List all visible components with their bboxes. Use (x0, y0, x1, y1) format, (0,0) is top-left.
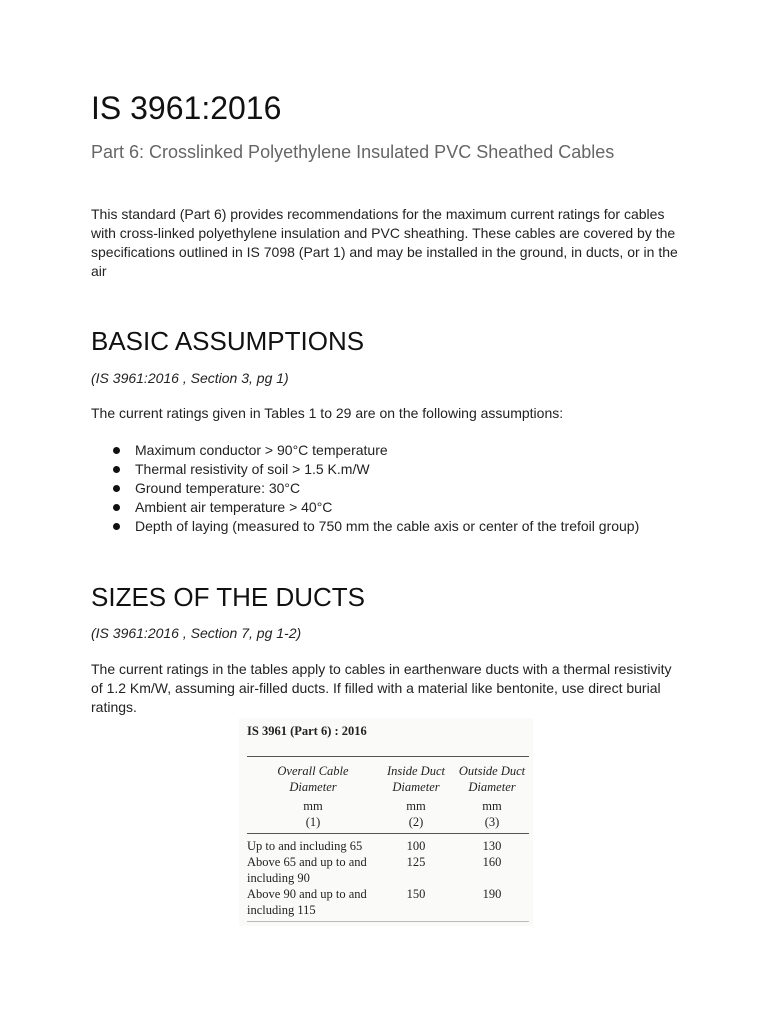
header-line: Diameter (392, 780, 440, 794)
bullet-icon (113, 504, 120, 511)
list-item (91, 479, 639, 498)
table-cell-outside: 190 (482, 887, 502, 901)
document-title: IS 3961:2016 (91, 90, 282, 126)
basic-assumptions-reference: (IS 3961:2016 , Section 3, pg 1) (91, 370, 289, 386)
header-unit: mm (482, 799, 502, 813)
duct-sizes-paragraph: The current ratings in the tables apply to cables in earthenware ducts with a thermal resistivity of 1.2 Km/W, assuming air-filled ducts. If filled with a material like bentonite, use direct burial ratings. (91, 661, 672, 715)
list-item (91, 517, 639, 536)
table-cell-inside: 100 (406, 839, 426, 853)
table-cell-size: Up to and including 65 (247, 839, 363, 853)
table-unit-2 (381, 798, 451, 830)
table-unit-3 (453, 798, 531, 830)
table-cell-outside: 130 (482, 839, 502, 853)
table-top-rule (247, 756, 529, 757)
list-item (91, 498, 639, 517)
header-line: Overall Cable (277, 764, 349, 778)
header-line: Outside Duct (458, 764, 526, 778)
intro-paragraph: This standard (Part 6) provides recommendations for the maximum current ratings for cables with cross-linked polyethylene insulation and PVC sheathing. These cables are covered by the specifications outlined in IS 7098 (Part 1) and may be installed in the ground, in ducts, or in the air (91, 206, 678, 279)
header-unit: mm (406, 799, 426, 813)
table-bottom-rule (247, 921, 529, 922)
header-number: (2) (408, 815, 424, 829)
table-unit-1 (247, 798, 379, 830)
basic-assumptions-heading: BASIC ASSUMPTIONS (91, 326, 365, 356)
assumptions-list (91, 441, 639, 536)
table-cell-inside: 150 (406, 887, 426, 901)
document-subtitle: Part 6: Crosslinked Polyethylene Insulated PVC Sheathed Cables (91, 142, 615, 162)
list-item-text: Depth of laying (measured to 750 mm the cable axis or center of the trefoil group) (135, 518, 640, 534)
table-header-rule (247, 833, 529, 834)
table-header-2 (381, 763, 451, 795)
header-number: (1) (305, 815, 321, 829)
header-number: (3) (484, 815, 500, 829)
list-item (91, 460, 639, 479)
header-line: Inside Duct (387, 764, 445, 778)
table-header-3 (453, 763, 531, 795)
bullet-icon (113, 485, 120, 492)
table-cell-size: Above 65 and up to and including 90 (247, 855, 367, 885)
list-item-text: Thermal resistivity of soil > 1.5 K.m/W (135, 461, 370, 477)
table-cell-inside: 125 (406, 855, 426, 869)
header-line: Diameter (289, 780, 337, 794)
duct-size-table-image (239, 718, 533, 926)
list-item-text: Maximum conductor > 90°C temperature (135, 442, 388, 458)
list-item-text: Ground temperature: 30°C (135, 480, 301, 496)
bullet-icon (113, 466, 120, 473)
duct-sizes-heading: SIZES OF THE DUCTS (91, 582, 365, 612)
list-item-text: Ambient air temperature > 40°C (135, 499, 333, 515)
basic-assumptions-lead: The current ratings given in Tables 1 to 29 are on the following assumptions: (91, 405, 564, 421)
list-item (91, 441, 639, 460)
duct-sizes-reference: (IS 3961:2016 , Section 7, pg 1-2) (91, 625, 302, 641)
table-title: IS 3961 (Part 6) : 2016 (247, 724, 367, 738)
bullet-icon (113, 447, 120, 454)
table-cell-size: Above 90 and up to and including 115 (247, 887, 367, 917)
table-header-1 (247, 763, 379, 795)
header-line: Diameter (468, 780, 516, 794)
header-unit: mm (303, 799, 323, 813)
bullet-icon (113, 523, 120, 530)
table-cell-outside: 160 (482, 855, 502, 869)
